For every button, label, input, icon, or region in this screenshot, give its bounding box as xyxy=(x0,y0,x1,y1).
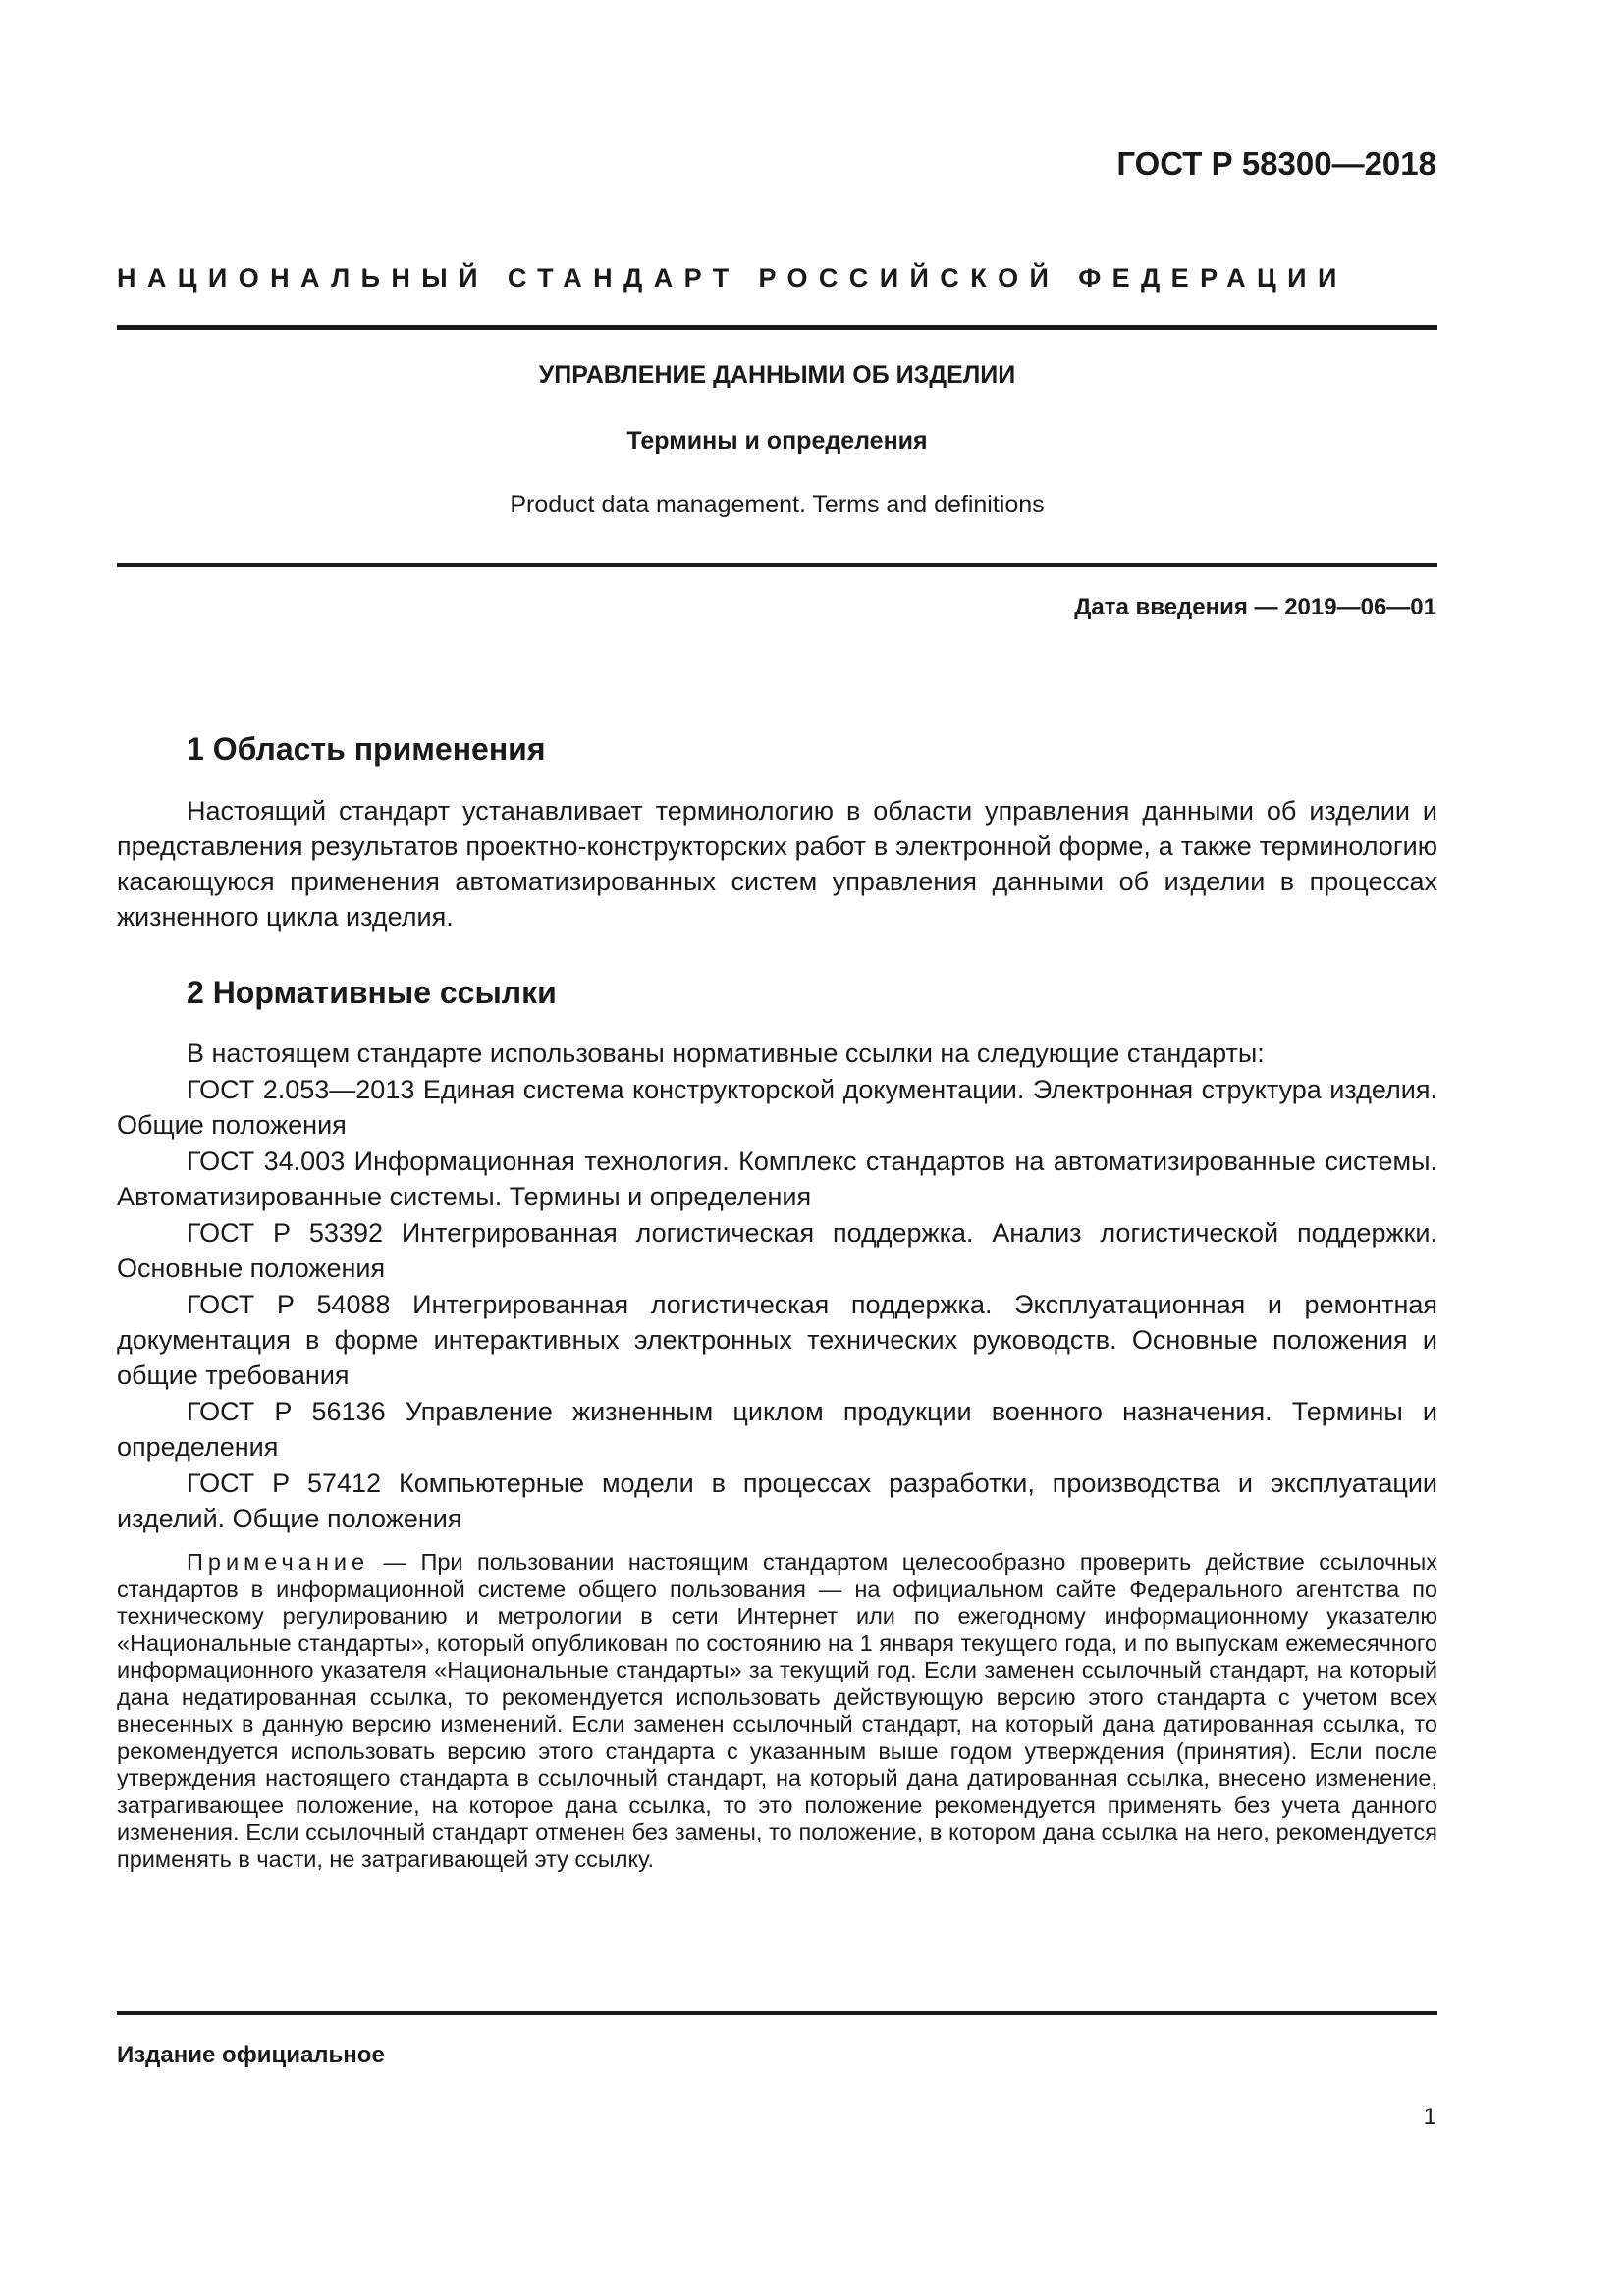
reference-item: ГОСТ Р 56136 Управление жизненным циклом продукции военного назначения. Термины и определения xyxy=(117,1397,1437,1462)
introduction-date: Дата введения — 2019—06—01 xyxy=(1074,594,1436,620)
reference-item: ГОСТ Р 53392 Интегрированная логистическая поддержка. Анализ логистической поддержки. Основные положения xyxy=(117,1218,1437,1283)
document-code: ГОСТ Р 58300—2018 xyxy=(1116,145,1436,182)
page-number: 1 xyxy=(1423,2104,1436,2130)
official-edition-label: Издание официальное xyxy=(117,2042,385,2068)
section-body-scope xyxy=(117,793,1437,934)
national-standard-banner: НАЦИОНАЛЬНЫЙ СТАНДАРТ РОССИЙСКОЙ ФЕДЕРАЦИИ xyxy=(117,263,1348,293)
title-rule xyxy=(117,563,1437,567)
section-body-references xyxy=(117,1036,1437,1537)
document-title: УПРАВЛЕНИЕ ДАННЫМИ ОБ ИЗДЕЛИИ xyxy=(538,361,1016,389)
section-heading-references: 2 Нормативные ссылки xyxy=(187,975,557,1010)
reference-item: ГОСТ Р 57412 Компьютерные модели в процессах разработки, производства и эксплуатации изделий. Общие положения xyxy=(117,1468,1437,1533)
note-block xyxy=(117,1549,1437,1873)
note-label: Примечание xyxy=(187,1549,370,1575)
paragraph: В настоящем стандарте использованы нормативные ссылки на следующие стандарты: xyxy=(187,1039,1265,1068)
reference-item: ГОСТ Р 54088 Интегрированная логистическая поддержка. Эксплуатационная и ремонтная документация в форме интерактивных электронных технических руководств. Основные положения и общие требования xyxy=(117,1290,1437,1390)
top-rule xyxy=(117,325,1437,330)
reference-item: ГОСТ 2.053—2013 Единая система конструкторской документации. Электронная структура изделия. Общие положения xyxy=(117,1075,1437,1140)
note-dash: — xyxy=(369,1549,421,1575)
document-subtitle: Термины и определения xyxy=(626,427,928,454)
footer-rule xyxy=(117,2011,1437,2015)
note-text: При пользовании настоящим стандартом целесообразно проверить действие ссылочных стандартов в информационной системе общего пользования — на официальном сайте Федерального агентства по техническому регулированию и метрологии в сети Интернет или по ежегодному информационному указателю «Национальные стандарты», который опубликован по состоянию на 1 января текущего года, и по выпускам ежемесячного информационного указателя «Национальные стандарты» за текущий год. Если заменен ссылочный стандарт, на который дана недатированная ссылка, то рекомендуется использовать действующую версию этого стандарта с учетом всех внесенных в данную версию изменений. Если заменен ссылочный стандарт, на который дана датированная ссылка, то рекомендуется использовать версию этого стандарта с указанным выше годом утверждения (принятия). Если после утверждения настоящего стандарта в ссылочный стандарт, на который дана датированная ссылка, внесено изменение, затрагивающее положение, на которое дана ссылка, то это положение рекомендуется применять без учета данного изменения. Если ссылочный стандарт отменен без замены, то положение, в котором дана ссылка на него, рекомендуется применять в части, не затрагивающей эту ссылку. xyxy=(117,1549,1438,1872)
paragraph: Настоящий стандарт устанавливает терминологию в области управления данными об изделии и представления результатов проектно-конструкторских работ в электронной форме, а также терминологию касающуюся применения автоматизированных систем управления данными об изделии в процессах жизненного цикла изделия. xyxy=(117,796,1437,932)
english-title: Product data management. Terms and definitions xyxy=(510,491,1045,518)
reference-item: ГОСТ 34.003 Информационная технология. Комплекс стандартов на автоматизированные системы. Автоматизированные системы. Термины и определения xyxy=(117,1147,1437,1211)
section-heading-scope: 1 Область применения xyxy=(187,731,546,767)
note-paragraph xyxy=(117,1549,1437,1873)
